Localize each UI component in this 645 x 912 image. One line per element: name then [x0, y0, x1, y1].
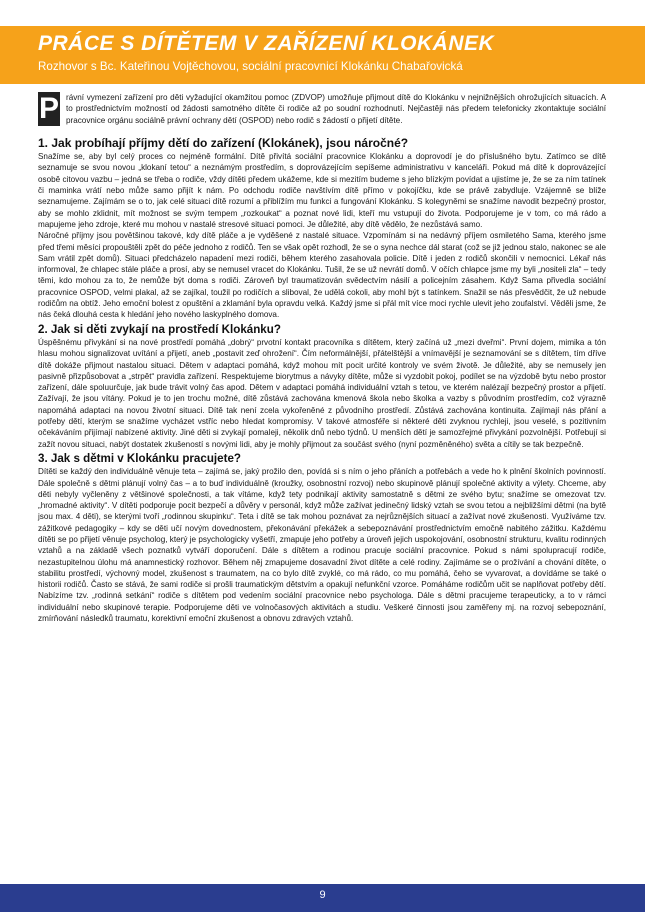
question-2-heading: 2. Jak si děti zvykají na prostředí Klokánku?: [38, 322, 281, 336]
intro-text: rávní vymezení zařízení pro děti vyžadující okamžitou pomoc (ZDVOP) umožňuje přijmout dítě do Klokánku v nejnižnějších ohrožujících situacích. A to prostřednictvím možností od žádosti samotného dítěte či rodiče až po soudní rozhodnutí. Nejčastěji nás předem telefonicky zkontaktuje sociální pracovnice orgánu sociálně právní ochrany dětí (OSPOD) nebo rodič s žádostí o přijetí dítěte.: [66, 93, 606, 125]
page-footer: [0, 884, 645, 912]
answer-1-paragraph-1: Snažíme se, aby byl celý proces co nejméně formální. Dítě přivítá sociální pracovnice Klokánku a doprovodí je do příslušného bytu. Zatímco se dítě seznamuje se svou novou „klokaní tetou“ a neznámým prostředím, s doprovázejícím sepíšeme administrativu v kanceláři. Pokud má dítě k doprovázející osobě citovou vazbu – jedná se třeba o rodiče, vždy dítěti předem ukážeme, kde si mezitím budeme s jeho blízkým povídat a ujistíme je, že se za ním tatínek či maminka vrátí nebo může samo přijít k nám. Po odchodu rodiče navštívím dítě přímo v pokojíčku, kde se právě zabydluje. Vzájemně se blíže seznamujeme. Zajímám se o to, jak celé situaci dítě rozumí a přiblížím mu funkci a fungování Klokánku. S kolegyněmi se snažíme navodit bezpečný prostor, aby se mohlo zklidnit, mít možnost se svým tempem „rozkoukat“ a poznat nové lidi, kteří mu vstupují do života. Podporujeme je v tom, co má rádo a mapujeme jeho zdroje, které mu mohou v nastalé stresové situaci pomoci. Je důležité, aby dítě vědělo, že nezůstává samo.: [38, 152, 606, 229]
article-body: [38, 92, 606, 624]
question-3-heading: 3. Jak s dětmi v Klokánku pracujete?: [38, 451, 241, 465]
article-header: [0, 26, 645, 84]
answer-3-paragraph-1: Dítěti se každý den individuálně věnuje teta – zajímá se, jaký prožilo den, povídá si s ním o jeho přáních a potřebách a vede ho k plnění školních povinností. Dále společně s dětmi plánují volný čas – a to buď individuálně (kroužky, osobnostní rozvoj) nebo skupinově plánují společné aktivity a výlety. Chceme, aby děti nebyly vyčleněny z většinové společnosti, a tak vítáme, když tety podnikají aktivity samostatně s dětmi ze svého bytu; snažíme se omezovat tzv. „hromadné aktivity“. V dítěti podporuje pocit bezpečí a důvěry v personál, když může zažívat jedinečný lidský vztah se svou tetou a nejbližšími dětmi (na bytě jsou max. 4 děti), se kterými tvoří „rodinnou skupinku“. Teta i dítě se tak mohou poznávat za nejrůznějších situací a zažívat nové zkušenosti. Využíváme tzv. zážitkové pedagogiky – kdy se děti učí novým dovednostem, překonávání překážek a sebepoznávání prostřednictvím emočně nabitého zážitku. Každému dítěti se po přijetí věnuje psycholog, který je psychologicky vyšetří, zmapuje jeho potřeby a úroveň jejich uspokojování, osobnostní strukturu, kvalitu rodinných vztahů a na základě všech poznatků vytváří doporučení. Dále s dítětem a rodinou pracuje sociální pracovnice. Pokud s námi spolupracují rodiče, nezastupitelnou úlohu má anamnestický rozhovor. Během něj zmapujeme dosavadní život dítěte a celé rodiny. Zajímáme se o prožívání a chování dítěte, o stabilitu prostředí, výchovný model, zkušenost s traumatem, na co bylo dítě zvyklé, co má rádo, co mu pomáhá, čeho se vyvarovat, a dovídáme se také o historii rodičů. Často se stává, že sami rodiče si prošli traumatickým dětstvím a opakují nefunkční vzorce. Pomáháme rodičům učit se naplňovat potřeby dětí. Nabízíme tzv. „rodinná setkání“ rodiče s dítětem pod vedením sociální pracovnice nebo psychologa. Dále s dětmi pracujeme terapeuticky, a to v rámci individuální nebo skupinové terapie. Podporujeme děti ve volnočasových aktivitách a studiu. Veškeré činnosti jsou zaměřeny mj. na rozvoj sebepoznání, zmírňování následků traumatu, korektivní emoční zkušenost a obnovu zdravých vztahů.: [38, 467, 606, 624]
answer-2-paragraph-1: Úspěšnému přivykání si na nové prostředí pomáhá „dobrý“ prvotní kontakt pracovníka s dítětem, který začíná už „mezi dveřmi“. První dojem, mimika a tón hlasu mohou signalizovat uvítání a přijetí, aneb „postavit zeď ohrožení“. Čím neformálnější, přátelštější a vnímavější je seznamování se s dítětem, tím dříve dítě dokáže přijmout nastalou situaci. Dětem v adaptaci pomáhá, když mohou mít pocit určité kontroly ve svém životě. Je důležité, aby se nemusely jen pasivně přizpůsobovat a „strpět“ pravidla zařízení. Respektujeme biorytmus a návyky dítěte, může si vyzdobit pokoj, podílet se na výzdobě bytu nebo prostor zařízení, dále spoluurčuje, jak bude trávit volný čas apod. Dětem v adaptaci pomáhá individuální vztah s tetou, ve kterém nalézají bezpečný prostor a přijetí. Zažívají, že jsou vítány. Pokud je to jen trochu možné, dítě zůstává zachována kmenová škola nebo školka a vazby s původním prostředím, což výrazně napomáhá adaptaci na novou životní situaci. Dítě tak není zcela vykořeněné z původního prostředí. Zůstává zachována kontinuita. Zajímají nás přání a potřeby dětí, kterým se snažíme vycházet vstříc nebo hledat kompromisy. V takové atmosféře si některé děti zvyknou rychleji, jsou veselé, s pozitivním očekáváním přijímají nabízené aktivity. Jiné děti si zvykají pomaleji, několik dnů nebo týdnů. U menších dětí je samozřejmé přivykání pozvolnější. Potřebují si zažít novou situaci, nabýt dostatek zkušeností s novými lidi, aby je mohly přijmout za součást svého (nyní pozměněného) světa a cítily se tak bezpečně.: [38, 337, 606, 449]
question-1-heading: 1. Jak probíhají příjmy dětí do zařízení (Klokánek), jsou náročné?: [38, 135, 409, 150]
intro-paragraph: [38, 92, 606, 126]
page-number: 9: [319, 889, 326, 901]
drop-cap: P: [38, 92, 59, 125]
article-subtitle: Rozhovor s Bc. Kateřinou Vojtěchovou, sociální pracovnicí Klokánku Chabařovická: [38, 60, 463, 73]
article-title: PRÁCE S DÍTĚTEM V ZAŘÍZENÍ KLOKÁNEK: [38, 32, 495, 55]
answer-1-paragraph-2: Náročné příjmy jsou povětšinou takové, kdy dítě pláče a je vyděšené z nastalé situace. Vzpomínám si na nedávný příjem osmiletého Sama, kterého jsme před třemi měsíci propouštěli zpět do péče jednoho z rodičů. Ten se však opět rozhodl, že se o syna nechce dál starat (což se již jednou stalo, nakonec se ale Sam vrátil zpět domů). Situaci předcházelo napadení mezi rodiči, během kterého zasahovala policie. Dítě i jeden z rodičů skončili v nemocnici. Lékař nás informoval, že chlapec stále pláče a prosí, aby se nemusel vracet do Klokánku. Tušil, že se už nevrátí domů. V očích chlapce jsme my byli „nositeli zla“ – tedy těmi, kdo mohou za to, že nemůže být doma s rodiči. Zároveň byl traumatizován svědectvím násilí a policejním zásahem. Když Sama přivedla sociální pracovnice OSPOD, velmi plakal, až se zajíkal, toužil po rodičích a sliboval, že udělá cokoli, aby mohl být s tatínkem. Snažil se nás přesvědčit, že už nebude rodičům na obtíž. Jeho emoční bolest z opuštění a zklamání byla opravdu velká. Každý jsme si přál mít více moci rychle ulevit jeho zoufalství. Věděli jsme, že nás čeká dlouhá cesta k hledání jeho nového laskyplného domova.: [38, 231, 606, 320]
